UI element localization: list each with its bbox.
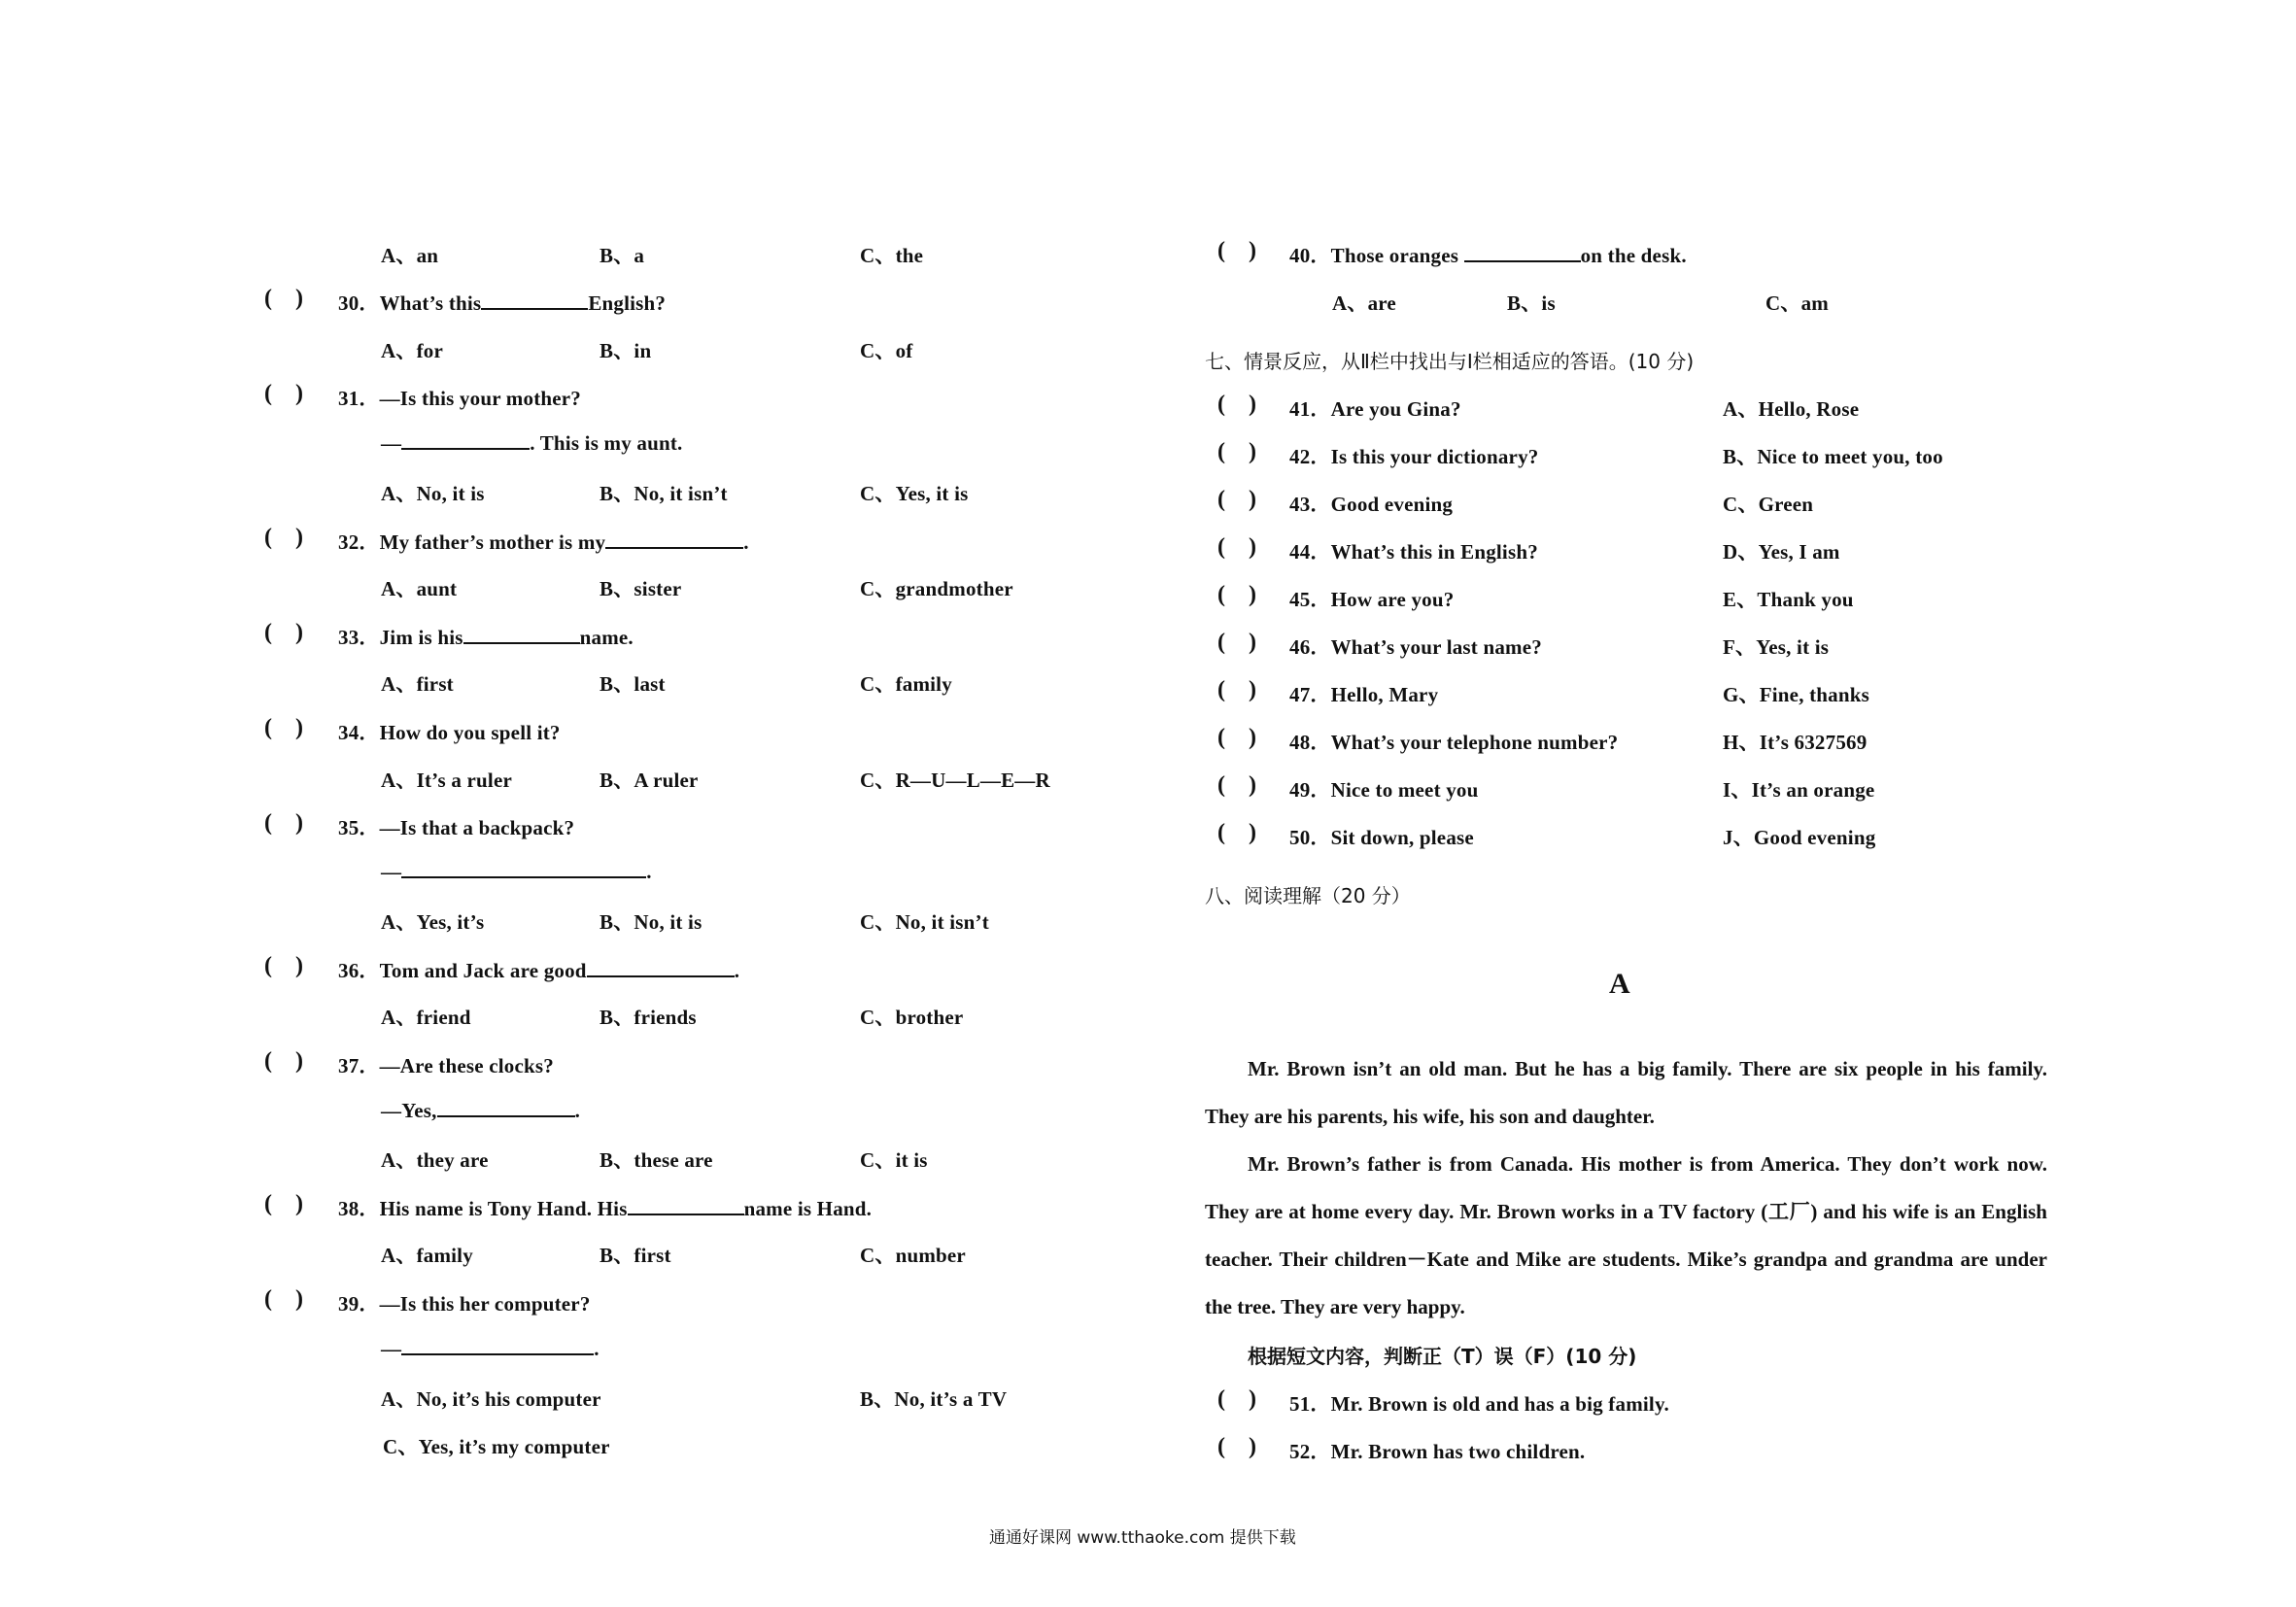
question-text: What’s this bbox=[379, 291, 482, 315]
answer-option-e: E、Thank you bbox=[1723, 588, 1854, 611]
question-35 bbox=[338, 812, 574, 841]
q35-option-c: C、No, it isn’t bbox=[860, 910, 989, 934]
q30-option-b: B、in bbox=[600, 339, 652, 362]
question-number: 35． bbox=[338, 816, 380, 839]
question-45 bbox=[1289, 584, 1454, 613]
question-number: 41． bbox=[1289, 397, 1331, 421]
q30-option-a: A、for bbox=[381, 339, 443, 362]
answer-blank[interactable] bbox=[605, 530, 743, 549]
q31-option-c: C、Yes, it is bbox=[860, 482, 969, 505]
passage-title: A bbox=[1609, 968, 1630, 1000]
answer-paren-39[interactable]: ( ) bbox=[264, 1286, 303, 1312]
question-30 bbox=[338, 288, 666, 317]
answer-blank[interactable] bbox=[463, 625, 580, 644]
question-number: 38． bbox=[338, 1197, 380, 1220]
answer-paren-45[interactable]: ( ) bbox=[1217, 582, 1256, 607]
question-text: on the desk. bbox=[1580, 244, 1687, 267]
answer-option-h: H、It’s 6327569 bbox=[1723, 731, 1868, 754]
question-text: English? bbox=[588, 291, 667, 315]
question-50 bbox=[1289, 822, 1474, 851]
q32-option-c: C、grandmother bbox=[860, 577, 1013, 600]
question-number: 45． bbox=[1289, 588, 1331, 611]
q38-option-c: C、number bbox=[860, 1244, 966, 1267]
answer-option-g: G、Fine, thanks bbox=[1723, 683, 1869, 706]
q37-option-b: B、these are bbox=[600, 1148, 713, 1172]
question-42 bbox=[1289, 441, 1538, 470]
q29-option-c: C、the bbox=[860, 244, 924, 267]
paragraph-text: Mr. Brown’s father is from Canada. His mother is from America. They don’t work now. They are at home every day. Mr. Brown works in a TV factory (工厂) and his wife is an English teacher. Their children－Kate and Mike are students. Mike’s grandpa and grandma are under the tree. They are very happy. bbox=[1205, 1152, 2047, 1318]
q31-option-b: B、No, it isn’t bbox=[600, 482, 728, 505]
q38-option-b: B、first bbox=[600, 1244, 671, 1267]
question-text: Is this your dictionary? bbox=[1330, 445, 1539, 468]
q36-option-b: B、friends bbox=[600, 1006, 697, 1029]
question-48 bbox=[1289, 727, 1618, 756]
answer-paren-43[interactable]: ( ) bbox=[1217, 487, 1256, 512]
question-text: —Is this her computer? bbox=[379, 1292, 591, 1316]
q34-option-b: B、A ruler bbox=[600, 769, 699, 792]
passage-paragraph-2 bbox=[1205, 1141, 2047, 1331]
q35-option-a: A、Yes, it’s bbox=[381, 910, 485, 934]
q36-option-c: C、brother bbox=[860, 1006, 964, 1029]
q40-option-c: C、am bbox=[1765, 291, 1829, 315]
answer-option-f: F、Yes, it is bbox=[1723, 635, 1830, 659]
question-text: My father’s mother is my bbox=[379, 530, 606, 554]
answer-option-i: I、It’s an orange bbox=[1723, 778, 1875, 802]
question-39 bbox=[338, 1288, 591, 1317]
answer-paren-49[interactable]: ( ) bbox=[1217, 772, 1256, 798]
question-text: name is Hand. bbox=[743, 1197, 873, 1220]
q37-option-c: C、it is bbox=[860, 1148, 928, 1172]
question-number: 52． bbox=[1289, 1440, 1331, 1463]
question-number: 31． bbox=[338, 387, 380, 410]
answer-paren-48[interactable]: ( ) bbox=[1217, 725, 1256, 750]
answer-blank[interactable] bbox=[628, 1196, 744, 1215]
q29-option-a: A、an bbox=[381, 244, 439, 267]
question-text: . bbox=[734, 959, 740, 982]
question-text: Nice to meet you bbox=[1330, 778, 1479, 802]
answer-paren-47[interactable]: ( ) bbox=[1217, 677, 1256, 702]
question-47 bbox=[1289, 679, 1438, 708]
footer-source-note: 通通好课网 www.tthaoke.com 提供下载 bbox=[989, 1528, 1296, 1548]
answer-paren-37[interactable]: ( ) bbox=[264, 1048, 303, 1074]
question-number: 36． bbox=[338, 959, 380, 982]
question-text: . bbox=[574, 1099, 581, 1122]
q32-option-b: B、sister bbox=[600, 577, 682, 600]
question-number: 49． bbox=[1289, 778, 1331, 802]
q31-option-a: A、No, it is bbox=[381, 482, 485, 505]
answer-paren-33[interactable]: ( ) bbox=[264, 620, 303, 645]
question-number: 47． bbox=[1289, 683, 1331, 706]
question-number: 44． bbox=[1289, 540, 1331, 564]
answer-paren-51[interactable]: ( ) bbox=[1217, 1386, 1256, 1412]
dash: — bbox=[381, 860, 402, 883]
paragraph-text: Mr. Brown isn’t an old man. But he has a big family. There are six people in his family. They are his parents, his wife, his son and daughter. bbox=[1205, 1057, 2047, 1128]
answer-blank[interactable] bbox=[401, 430, 530, 450]
question-46 bbox=[1289, 632, 1542, 661]
answer-paren-44[interactable]: ( ) bbox=[1217, 534, 1256, 560]
question-text: Those oranges bbox=[1330, 244, 1459, 267]
dash: — bbox=[381, 1337, 402, 1360]
answer-blank[interactable] bbox=[481, 291, 588, 310]
answer-paren-42[interactable]: ( ) bbox=[1217, 439, 1256, 464]
q33-option-c: C、family bbox=[860, 672, 952, 696]
question-text: Sit down, please bbox=[1330, 826, 1474, 849]
q40-option-a: A、are bbox=[1332, 291, 1396, 315]
q35-option-b: B、No, it is bbox=[600, 910, 703, 934]
section-8-title: 八、阅读理解（20 分） bbox=[1205, 884, 1411, 907]
q40-option-b: B、is bbox=[1507, 291, 1556, 315]
question-35-answer-line bbox=[381, 859, 652, 884]
question-31 bbox=[338, 383, 581, 412]
question-37-answer-line bbox=[381, 1098, 580, 1123]
answer-paren-34[interactable]: ( ) bbox=[264, 715, 303, 740]
answer-option-j: J、Good evening bbox=[1723, 826, 1876, 849]
question-52 bbox=[1289, 1436, 1585, 1465]
answer-blank[interactable] bbox=[401, 859, 646, 878]
question-text: name. bbox=[579, 626, 634, 649]
question-text: Jim is his bbox=[379, 626, 463, 649]
answer-paren-32[interactable]: ( ) bbox=[264, 525, 303, 550]
answer-paren-41[interactable]: ( ) bbox=[1217, 392, 1256, 417]
question-text: —Is this your mother? bbox=[379, 387, 582, 410]
question-49 bbox=[1289, 774, 1479, 804]
q36-option-a: A、friend bbox=[381, 1006, 471, 1029]
q29-option-b: B、a bbox=[600, 244, 645, 267]
question-number: 30． bbox=[338, 291, 380, 315]
answer-blank[interactable] bbox=[587, 958, 735, 977]
question-text: What’s your telephone number? bbox=[1330, 731, 1619, 754]
question-32 bbox=[338, 527, 749, 556]
answer-option-c: C、Green bbox=[1723, 493, 1814, 516]
question-number: 40． bbox=[1289, 244, 1331, 267]
answer-paren-30[interactable]: ( ) bbox=[264, 286, 303, 311]
true-false-instruction: 根据短文内容，判断正（T）误（F）(10 分) bbox=[1248, 1345, 1637, 1368]
section-7-title: 七、情景反应，从Ⅱ栏中找出与Ⅰ栏相适应的答语。(10 分) bbox=[1205, 350, 1695, 373]
question-number: 50． bbox=[1289, 826, 1331, 849]
question-37 bbox=[338, 1050, 554, 1079]
q39-option-a: A、No, it’s his computer bbox=[381, 1387, 601, 1411]
question-number: 46． bbox=[1289, 635, 1331, 659]
q37-option-a: A、they are bbox=[381, 1148, 489, 1172]
question-number: 43． bbox=[1289, 493, 1331, 516]
question-31-answer-line bbox=[381, 430, 682, 456]
dash: — bbox=[381, 431, 402, 455]
question-text: . bbox=[743, 530, 749, 554]
question-40 bbox=[1289, 240, 1687, 269]
question-text: Hello, Mary bbox=[1330, 683, 1439, 706]
answer-option-a: A、Hello, Rose bbox=[1723, 397, 1860, 421]
q33-option-a: A、first bbox=[381, 672, 454, 696]
question-text: —Are these clocks? bbox=[379, 1054, 554, 1077]
question-text: —Yes, bbox=[381, 1099, 437, 1122]
question-text: Good evening bbox=[1330, 493, 1454, 516]
question-text: Are you Gina? bbox=[1330, 397, 1461, 421]
question-text: What’s your last name? bbox=[1330, 635, 1542, 659]
question-number: 48． bbox=[1289, 731, 1331, 754]
question-36 bbox=[338, 955, 739, 984]
q33-option-b: B、last bbox=[600, 672, 666, 696]
question-text: How do you spell it? bbox=[379, 721, 561, 744]
answer-option-d: D、Yes, I am bbox=[1723, 540, 1840, 564]
answer-blank[interactable] bbox=[1464, 243, 1581, 262]
q39-option-b: B、No, it’s a TV bbox=[860, 1387, 1008, 1411]
question-text: —Is that a backpack? bbox=[379, 816, 575, 839]
question-34 bbox=[338, 717, 561, 746]
answer-paren-36[interactable]: ( ) bbox=[264, 953, 303, 978]
question-text: Mr. Brown has two children. bbox=[1330, 1440, 1586, 1463]
question-43 bbox=[1289, 489, 1453, 518]
answer-blank[interactable] bbox=[437, 1098, 575, 1117]
question-text: . bbox=[646, 860, 652, 883]
q34-option-c: C、R—U—L—E—R bbox=[860, 769, 1050, 792]
answer-paren-40[interactable]: ( ) bbox=[1217, 238, 1256, 263]
question-39-answer-line bbox=[381, 1336, 600, 1361]
question-33 bbox=[338, 622, 634, 651]
question-number: 34． bbox=[338, 721, 380, 744]
q39-option-c: C、Yes, it’s my computer bbox=[383, 1435, 610, 1458]
question-number: 51． bbox=[1289, 1392, 1331, 1416]
question-number: 33． bbox=[338, 626, 380, 649]
q30-option-c: C、of bbox=[860, 339, 913, 362]
question-text: His name is Tony Hand. His bbox=[379, 1197, 628, 1220]
question-text: How are you? bbox=[1330, 588, 1455, 611]
answer-paren-50[interactable]: ( ) bbox=[1217, 820, 1256, 845]
answer-paren-38[interactable]: ( ) bbox=[264, 1191, 303, 1216]
q38-option-a: A、family bbox=[381, 1244, 473, 1267]
answer-paren-46[interactable]: ( ) bbox=[1217, 630, 1256, 655]
question-text: . This is my aunt. bbox=[530, 431, 683, 455]
question-number: 37． bbox=[338, 1054, 380, 1077]
answer-paren-52[interactable]: ( ) bbox=[1217, 1434, 1256, 1459]
q32-option-a: A、aunt bbox=[381, 577, 458, 600]
passage-paragraph-1 bbox=[1205, 1045, 2047, 1141]
answer-blank[interactable] bbox=[401, 1336, 594, 1355]
question-number: 32． bbox=[338, 530, 380, 554]
question-text: Tom and Jack are good bbox=[379, 959, 587, 982]
question-number: 42． bbox=[1289, 445, 1331, 468]
question-44 bbox=[1289, 536, 1538, 565]
q34-option-a: A、It’s a ruler bbox=[381, 769, 512, 792]
question-text: . bbox=[594, 1337, 600, 1360]
answer-paren-31[interactable]: ( ) bbox=[264, 381, 303, 406]
question-text: Mr. Brown is old and has a big family. bbox=[1330, 1392, 1669, 1416]
answer-option-b: B、Nice to meet you, too bbox=[1723, 445, 1943, 468]
question-41 bbox=[1289, 393, 1461, 423]
question-number: 39． bbox=[338, 1292, 380, 1316]
answer-paren-35[interactable]: ( ) bbox=[264, 810, 303, 836]
question-51 bbox=[1289, 1388, 1669, 1418]
question-text: What’s this in English? bbox=[1330, 540, 1538, 564]
question-38 bbox=[338, 1193, 872, 1222]
